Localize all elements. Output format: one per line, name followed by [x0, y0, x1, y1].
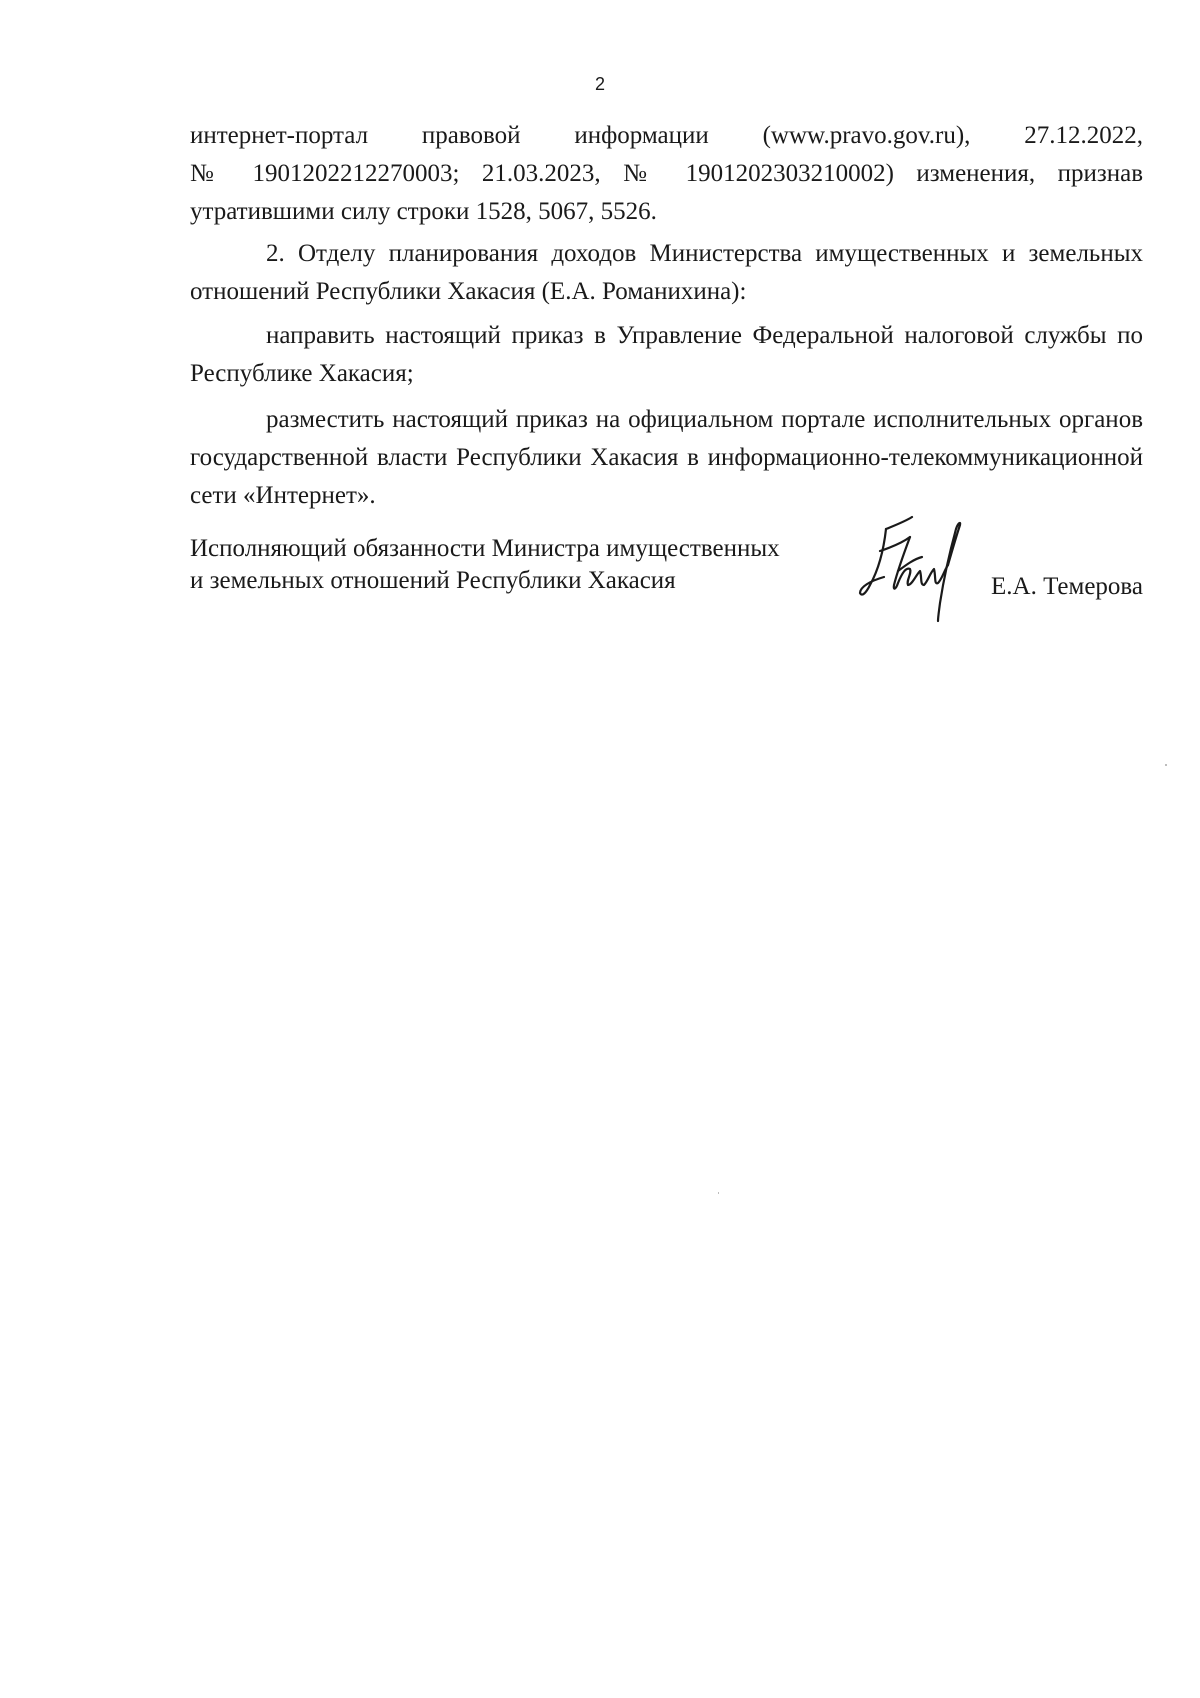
- text-line: интернет-портал правовой информации (www.pravo.gov.ru), 27.12.2022,: [190, 122, 1143, 149]
- page-number: 2: [594, 74, 605, 94]
- scan-speck: [718, 1192, 719, 1194]
- signer-title-line: Исполняющий обязанности Министра имущественных: [190, 535, 780, 562]
- paragraph-publish-order: разместить настоящий приказ на официальном портале исполнительных органов государственной власти Республики Хакасия в информационно-телекоммуникационной сети «Интернет».: [190, 406, 1143, 509]
- signer-title: [190, 533, 830, 597]
- signer-name: Е.А. Темерова: [991, 573, 1143, 600]
- paragraph-continuation: [190, 117, 1143, 231]
- scan-speck: [1165, 764, 1167, 766]
- signature-block: [190, 533, 1143, 643]
- text-line: утратившими силу строки 1528, 5067, 5526.: [190, 198, 657, 225]
- paragraph-direct-order: направить настоящий приказ в Управление Федеральной налоговой службы по Республике Хакасия;: [190, 322, 1143, 387]
- handwritten-signature-icon: [840, 507, 990, 637]
- signer-title-line: и земельных отношений Республики Хакасия: [190, 567, 676, 594]
- document-body: [190, 117, 1143, 515]
- paragraph-item-2: 2. Отделу планирования доходов Министерства имущественных и земельных отношений Республики Хакасия (Е.А. Романихина):: [190, 240, 1143, 305]
- text-line: № 1901202212270003; 21.03.2023, № 1901202303210002) изменения, признав: [190, 160, 1143, 187]
